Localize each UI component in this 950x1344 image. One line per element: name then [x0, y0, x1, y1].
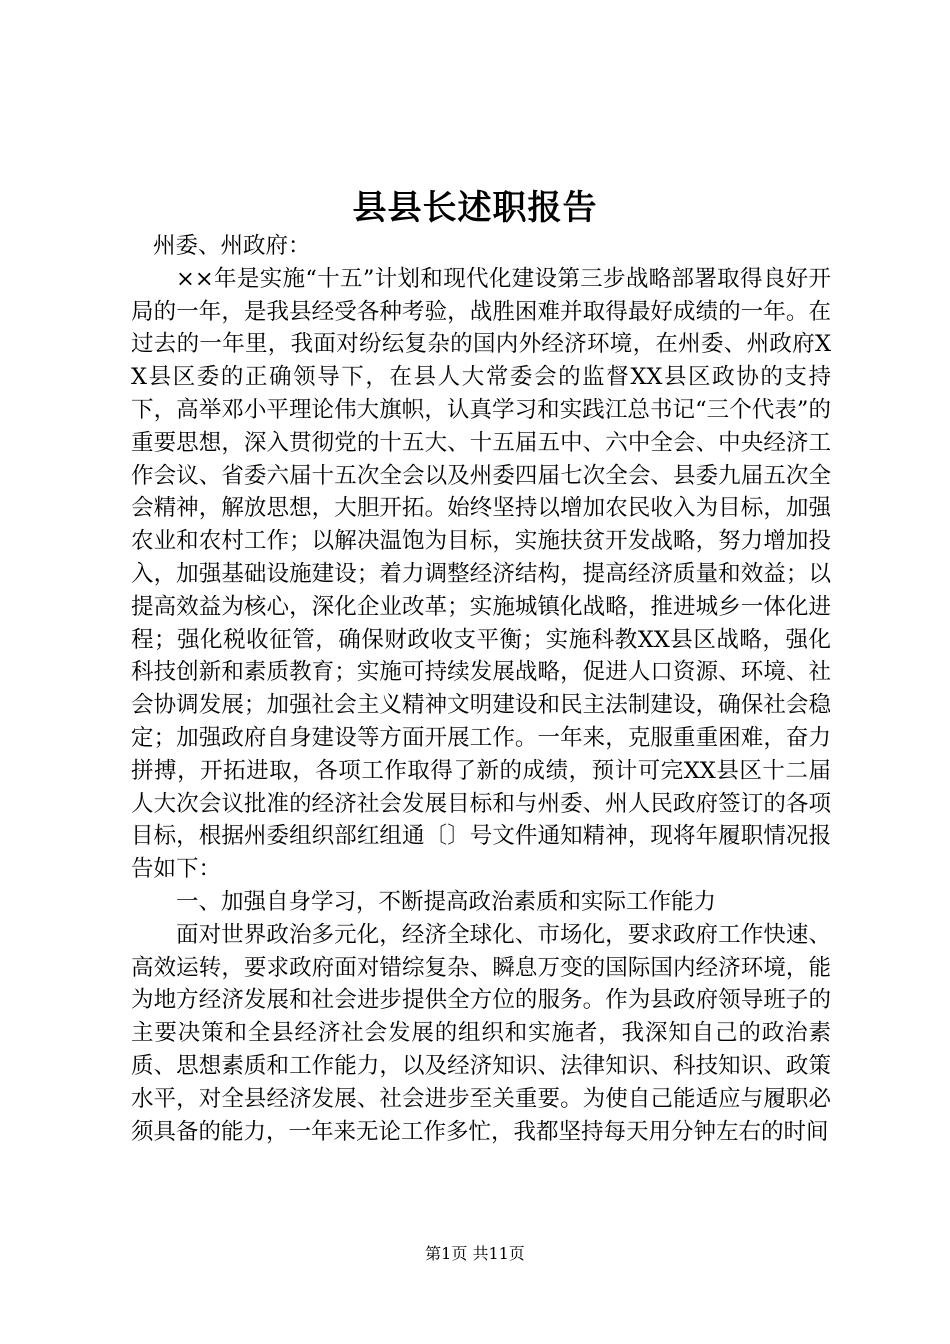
paragraph-intro: ××年是实施“十五”计划和现代化建设第三步战略部署取得良好开局的一年，是我县经受各种考验，战胜困难并取得最好成绩的一年。在过去的一年里，我面对纷纭复杂的国内外经济环境，在州委、州政府XX县区委的正确领导下，在县人大常委会的监督XX县区政协的支持下，高举邓小平理论伟大旗帜，认真学习和实践江总书记“三个代表”的重要思想，深入贯彻党的十五大、十五届五中、六中全会、中央经济工作会议、省委六届十五次全会以及州委四届七次全会、县委九届五次全会精神，解放思想，大胆开拓。始终坚持以增加农民收入为目标，加强农业和农村工作；以解决温饱为目标，实施扶贫开发战略，努力增加投入，加强基础设施建设；着力调整经济结构，提高经济质量和效益；以提高效益为核心，深化企业改革；实施城镇化战略，推进城乡一体化进程；强化税收征管，确保财政收支平衡；实施科教XX县区战略，强化科技创新和素质教育；实施可持续发展战略，促进人口资源、环境、社会协调发展；加强社会主义精神文明建设和民主法制建设，确保社会稳定；加强政府自身建设等方面开展工作。一年来，克服重重困难，奋力拼搏，开拓进取，各项工作取得了新的成绩，预计可完XX县区十二届人大次会议批准的经济社会发展目标和与州委、州人民政府签订的各项目标，根据州委组织部红组通〔〕号文件通知精神，现将年履职情况报告如下： — [131, 265, 831, 883]
document-body — [131, 230, 831, 1148]
section-heading-1: 一、加强自身学习，不断提高政治素质和实际工作能力 — [176, 888, 717, 915]
salutation: 州委、州政府： — [153, 233, 311, 259]
paragraph-section-1: 面对世界政治多元化，经济全球化、市场化，要求政府工作快速、高效运转，要求政府面对错综复杂、瞬息万变的国际国内经济环境，能为地方经济发展和社会进步提供全方位的服务。作为县政府领导班子的主要决策和全县经济社会发展的组织和实施者，我深知自己的政治素质、思想素质和工作能力，以及经济知识、法律知识、科技知识、政策水平，对全县经济发展、社会进步至关重要。为使自己能适应与履职必须具备的能力，一年来无论工作多忙，我都坚持每天用分钟左右的时间 — [131, 921, 831, 1145]
page-footer: 第1页 共11页 — [425, 1244, 525, 1263]
document-title: 县县长述职报告 — [352, 188, 598, 228]
